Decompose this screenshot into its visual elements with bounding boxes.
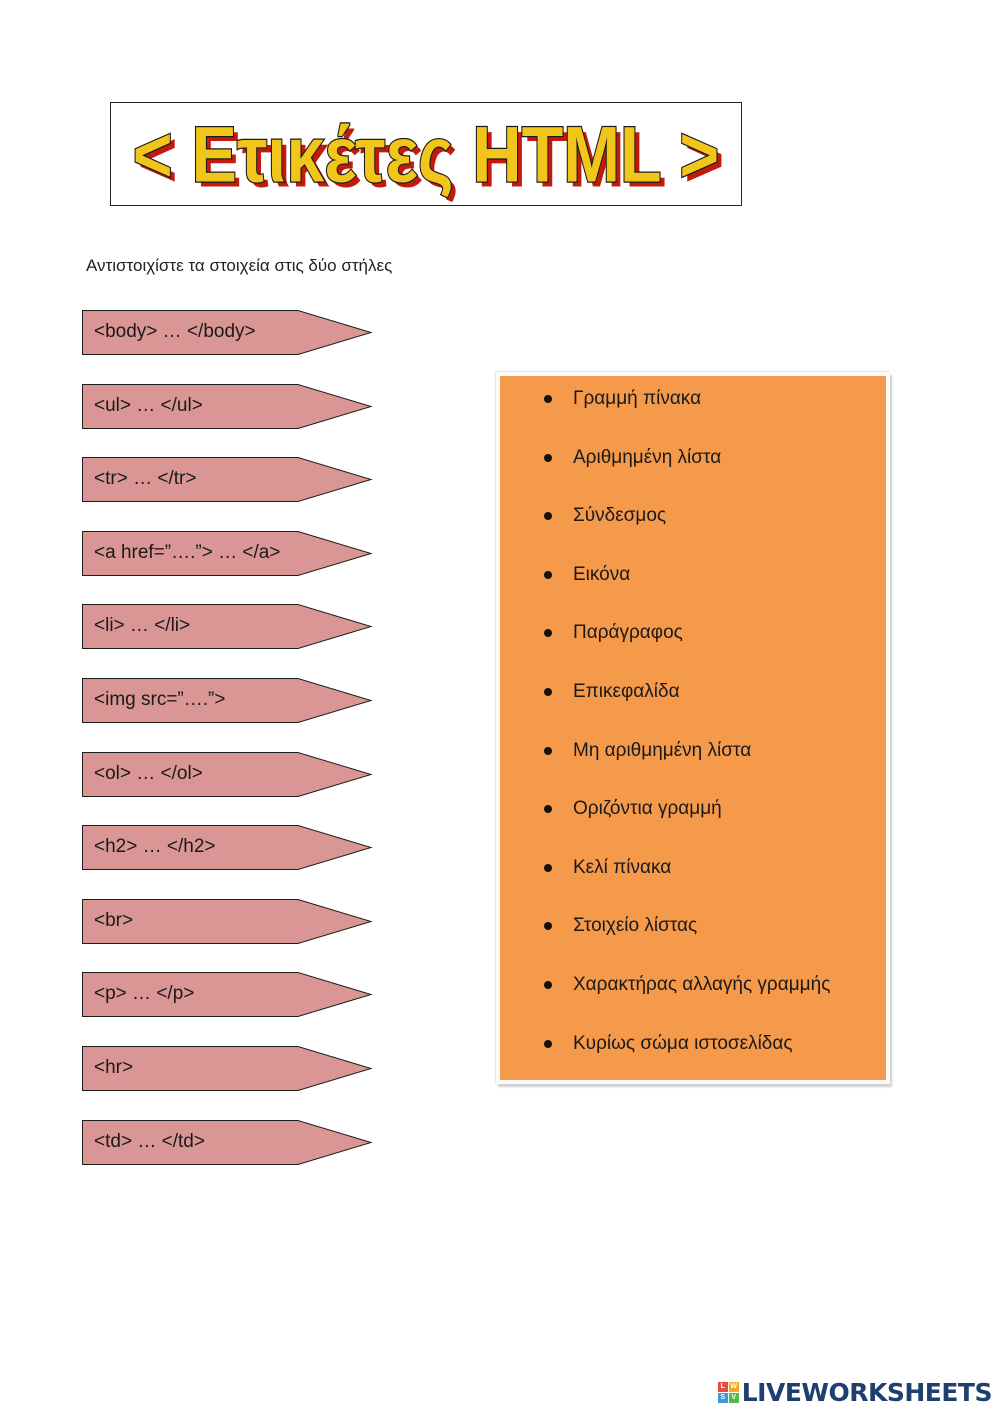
tag-arrow[interactable] xyxy=(82,1046,372,1090)
bullet-icon xyxy=(544,864,552,872)
tag-arrow[interactable] xyxy=(82,604,372,648)
bullet-icon xyxy=(544,1040,552,1048)
bullet-icon xyxy=(544,629,552,637)
bullet-icon xyxy=(544,981,552,989)
tag-arrow[interactable] xyxy=(82,678,372,722)
answer-item[interactable] xyxy=(500,443,886,502)
liveworksheets-logo-icon: L W S V xyxy=(718,1382,739,1403)
bullet-icon xyxy=(544,688,552,696)
liveworksheets-watermark xyxy=(718,1377,992,1407)
tag-label: <hr> xyxy=(94,1057,134,1078)
answer-item[interactable] xyxy=(500,970,886,1029)
answer-label: Στοιχείο λίστας xyxy=(573,915,698,937)
tag-arrow[interactable] xyxy=(82,1120,372,1164)
answer-box xyxy=(496,372,890,1084)
tag-label: <h2> … </h2> xyxy=(94,836,216,858)
title-shadow: < Ετικέτες HTML > xyxy=(137,115,725,204)
answer-label: Αριθμημένη λίστα xyxy=(573,446,722,468)
tag-arrow[interactable] xyxy=(82,972,372,1016)
answer-label: Κυρίως σώμα ιστοσελίδας xyxy=(573,1032,793,1054)
tag-label: <ul> … </ul> xyxy=(94,394,203,416)
tag-label: <td> … </td> xyxy=(94,1130,205,1152)
answer-label: Επικεφαλίδα xyxy=(573,680,680,702)
bullet-icon xyxy=(544,395,552,403)
title-wordart xyxy=(111,103,741,205)
tag-arrow[interactable] xyxy=(82,752,372,796)
tag-arrow[interactable] xyxy=(82,384,372,428)
tag-arrow[interactable] xyxy=(82,531,372,575)
answer-label: Σύνδεσμος xyxy=(573,505,667,527)
bullet-icon xyxy=(544,747,552,755)
page-title: < Ετικέτες HTML > xyxy=(132,110,720,199)
answer-item[interactable] xyxy=(500,501,886,560)
tag-label: <tr> … </tr> xyxy=(94,468,197,490)
answer-label: Παράγραφος xyxy=(573,622,683,644)
watermark-text: LIVEWORKSHEETS xyxy=(741,1377,992,1407)
answer-label: Χαρακτήρας αλλαγής γραμμής xyxy=(573,973,831,995)
bullet-icon xyxy=(544,922,552,930)
answer-item[interactable] xyxy=(500,1029,886,1088)
tag-label: <body> … </body> xyxy=(94,321,256,342)
answer-label: Μη αριθμημένη λίστα xyxy=(573,739,752,761)
bullet-icon xyxy=(544,454,552,462)
answer-item[interactable] xyxy=(500,618,886,677)
answer-label: Εικόνα xyxy=(573,563,631,585)
answer-label: Γραμμή πίνακα xyxy=(573,388,702,409)
answer-list xyxy=(500,384,886,1087)
tag-label: <a href=”….”> … </a> xyxy=(94,541,281,563)
answer-item[interactable] xyxy=(500,911,886,970)
answer-item[interactable] xyxy=(500,794,886,853)
answer-item[interactable] xyxy=(500,560,886,619)
answer-item[interactable] xyxy=(500,853,886,912)
tag-arrow[interactable] xyxy=(82,825,372,869)
bullet-icon xyxy=(544,571,552,579)
tag-arrow[interactable] xyxy=(82,310,372,354)
title-banner xyxy=(110,102,742,206)
answer-item[interactable] xyxy=(500,736,886,795)
tag-label: <ol> … </ol> xyxy=(94,762,203,784)
instructions-text: Αντιστοιχίστε τα στοιχεία στις δύο στήλες xyxy=(86,256,393,275)
answer-label: Οριζόντια γραμμή xyxy=(573,798,722,820)
tag-label: <br> xyxy=(94,909,134,931)
tag-arrow[interactable] xyxy=(82,457,372,501)
tag-label: <li> … </li> xyxy=(94,615,191,637)
answer-item[interactable] xyxy=(500,384,886,443)
bullet-icon xyxy=(544,805,552,813)
answer-label: Κελί πίνακα xyxy=(573,856,672,878)
tag-label: <p> … </p> xyxy=(94,983,195,1005)
tag-arrow[interactable] xyxy=(82,899,372,943)
tag-label: <img src=”….”> xyxy=(94,689,226,710)
bullet-icon xyxy=(544,512,552,520)
answer-item[interactable] xyxy=(500,677,886,736)
